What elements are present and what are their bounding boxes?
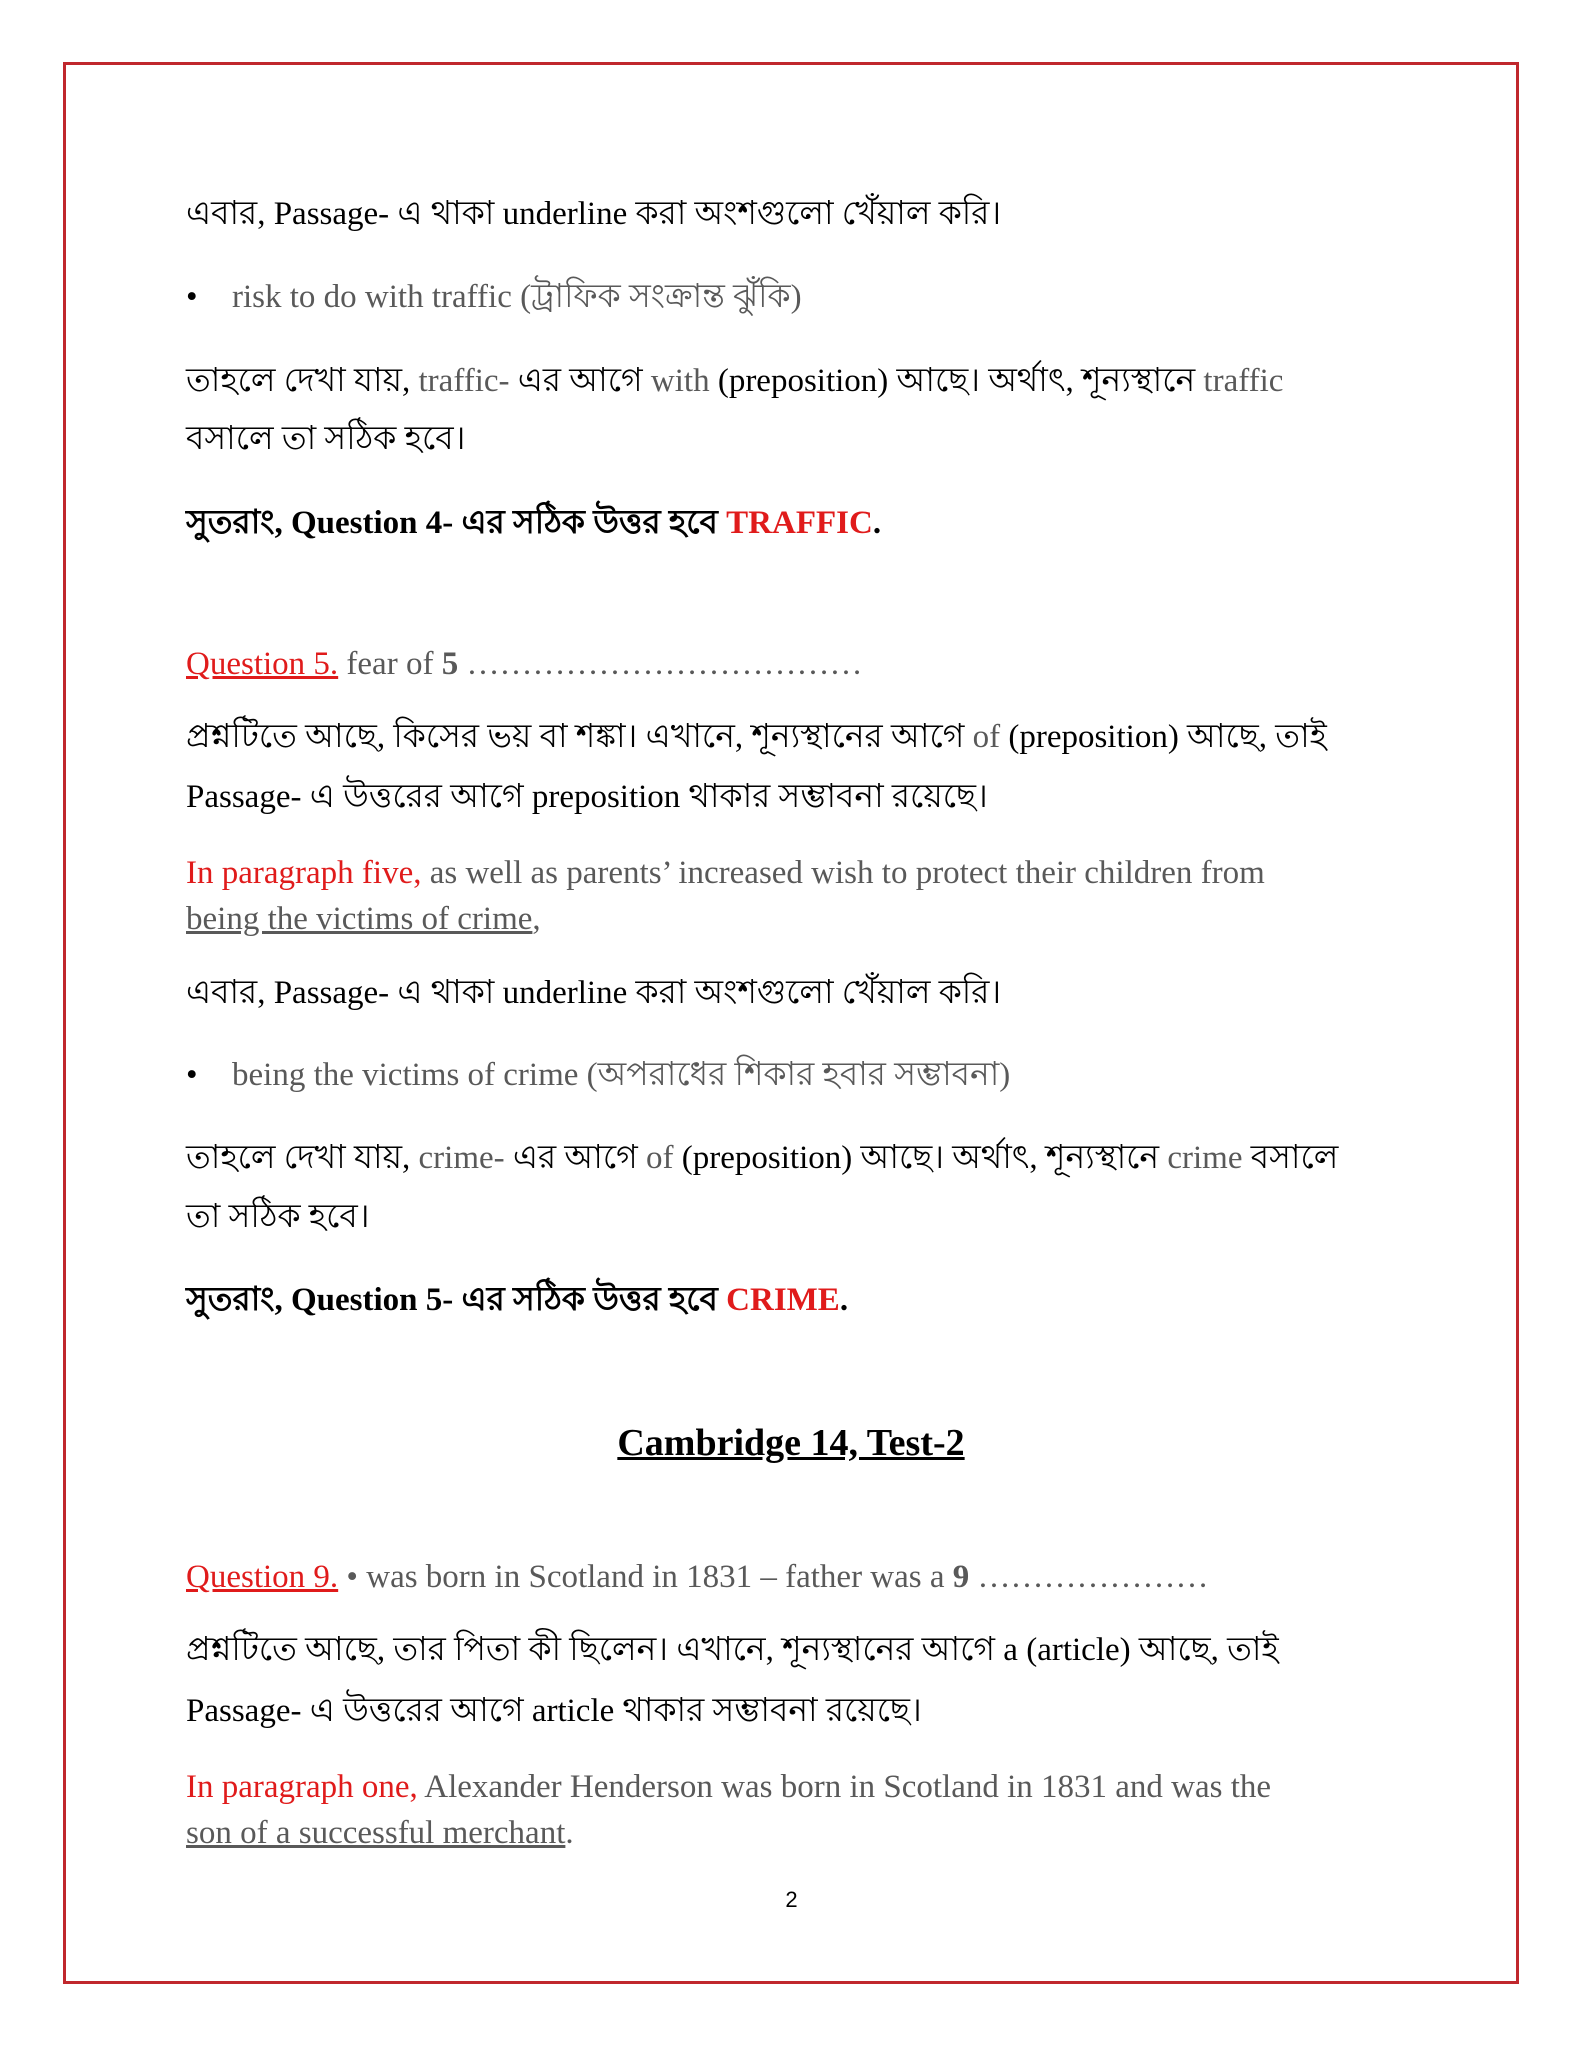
q5-question xyxy=(186,644,862,684)
q4-bullet-bn: (ট্রাফিক সংক্রান্ত ঝুঁকি) xyxy=(520,279,802,315)
text-run: বসালে xyxy=(1250,1140,1339,1176)
q5-bullet-bn: (অপরাধের শিকার হবার সম্ভাবনা) xyxy=(586,1057,1011,1093)
q5-blank: ……………………………… xyxy=(458,646,863,682)
text-run: Passage- এ উত্তরের আগে preposition থাকার সম্ভাবনা রয়েছে। xyxy=(186,779,988,815)
text-run: (preposition) আছে, তাই xyxy=(1008,719,1327,755)
bullet-icon: • xyxy=(186,1057,198,1093)
text-run: crime xyxy=(1167,1140,1251,1176)
q5-explain-line2 xyxy=(186,1197,370,1237)
q5-line1 xyxy=(186,717,1327,757)
text-run: crime- xyxy=(418,1140,513,1176)
text-run: (preposition) আছে। অর্থাৎ, শূন্যস্থানে xyxy=(717,363,1204,399)
text-run: was born in Scotland in 1831 – father was a xyxy=(366,1559,953,1595)
q4-answer xyxy=(186,503,881,543)
text-run: , xyxy=(532,901,541,937)
text-run: তা সঠিক হবে। xyxy=(186,1199,370,1235)
text-run: as well as parents’ increased wish to protect their children from xyxy=(421,855,1265,891)
q5-intro xyxy=(186,973,1001,1013)
text-run: Passage- এ উত্তরের আগে article থাকার সম্ভাবনা রয়েছে। xyxy=(186,1693,922,1729)
q9-paragraph-line2 xyxy=(186,1813,574,1853)
q9-blank: ………………… xyxy=(969,1559,1209,1595)
text-run: . xyxy=(839,1282,849,1318)
text-run: with xyxy=(650,363,718,399)
text-run: (preposition) আছে। অর্থাৎ, শূন্যস্থানে xyxy=(681,1140,1168,1176)
q4-intro-text: এবার, Passage- এ থাকা underline করা অংশগুলো খেঁয়াল করি। xyxy=(186,196,1002,232)
text-run: . xyxy=(872,505,882,541)
text-run: of xyxy=(646,1140,682,1176)
text-run: traffic xyxy=(1203,363,1284,399)
text-run: of xyxy=(972,719,1009,755)
q9-paragraph-line1 xyxy=(186,1767,1271,1807)
q9-underlined-phrase: son of a successful merchant xyxy=(186,1815,566,1851)
q5-line2 xyxy=(186,777,988,817)
text-run: সুতরাং, Question 5- এর সঠিক উত্তর হবে xyxy=(186,1282,727,1318)
q9-line1 xyxy=(186,1630,1279,1670)
text-run: বসালে তা সঠিক হবে। xyxy=(186,421,466,457)
q4-intro xyxy=(186,194,1001,234)
q5-underlined-phrase: being the victims of crime xyxy=(186,901,533,937)
text-run: এর আগে xyxy=(517,363,651,399)
q5-paragraph-label: In paragraph five, xyxy=(186,855,422,891)
q5-explain-line1 xyxy=(186,1138,1338,1178)
q5-answer xyxy=(186,1280,848,1320)
text-run: প্রশ্নটিতে আছে, কিসের ভয় বা শঙ্কা। এখানে, শূন্যস্থানের আগে xyxy=(186,719,973,755)
text-run: . xyxy=(565,1815,574,1851)
q5-paragraph-line1 xyxy=(186,853,1265,893)
q9-question xyxy=(186,1557,1209,1597)
text-run: Alexander Henderson was born in Scotland in 1831 and was the xyxy=(417,1769,1272,1805)
q5-paragraph-line2 xyxy=(186,899,541,939)
q5-bullet xyxy=(186,1055,1010,1095)
text-run: এর আগে xyxy=(512,1140,647,1176)
q9-paragraph-label: In paragraph one, xyxy=(186,1769,418,1805)
text-run: সুতরাং, Question 4- এর সঠিক উত্তর হবে xyxy=(186,505,727,541)
bullet-icon: • xyxy=(338,1559,367,1595)
text-run: তাহলে দেখা যায়, xyxy=(186,1140,419,1176)
q9-line2 xyxy=(186,1691,922,1731)
q9-number: 9 xyxy=(952,1559,970,1595)
text-run: প্রশ্নটিতে আছে, তার পিতা কী ছিলেন। এখানে, শূন্যস্থানের আগে a (article) আছে, তাই xyxy=(186,1632,1279,1668)
q9-label: Question 9. xyxy=(186,1559,339,1595)
q5-bullet-en: being the victims of crime xyxy=(232,1057,579,1093)
q4-explain-line1 xyxy=(186,361,1283,401)
q4-answer-word: TRAFFIC xyxy=(726,505,873,541)
q4-bullet-en: risk to do with traffic xyxy=(232,279,512,315)
q5-number: 5 xyxy=(441,646,459,682)
text-run: তাহলে দেখা যায়, xyxy=(186,363,419,399)
text-run: traffic- xyxy=(418,363,518,399)
page-number: 2 xyxy=(785,1887,798,1912)
section-heading: Cambridge 14, Test-2 xyxy=(617,1422,965,1464)
text-run: এবার, Passage- এ থাকা underline করা অংশগুলো খেঁয়াল করি। xyxy=(186,975,1002,1011)
q4-bullet xyxy=(186,277,802,317)
text-run: fear of xyxy=(338,646,442,682)
q5-label: Question 5. xyxy=(186,646,339,682)
q5-answer-word: CRIME xyxy=(726,1282,840,1318)
q4-explain-line2 xyxy=(186,419,465,459)
bullet-icon: • xyxy=(186,279,198,315)
